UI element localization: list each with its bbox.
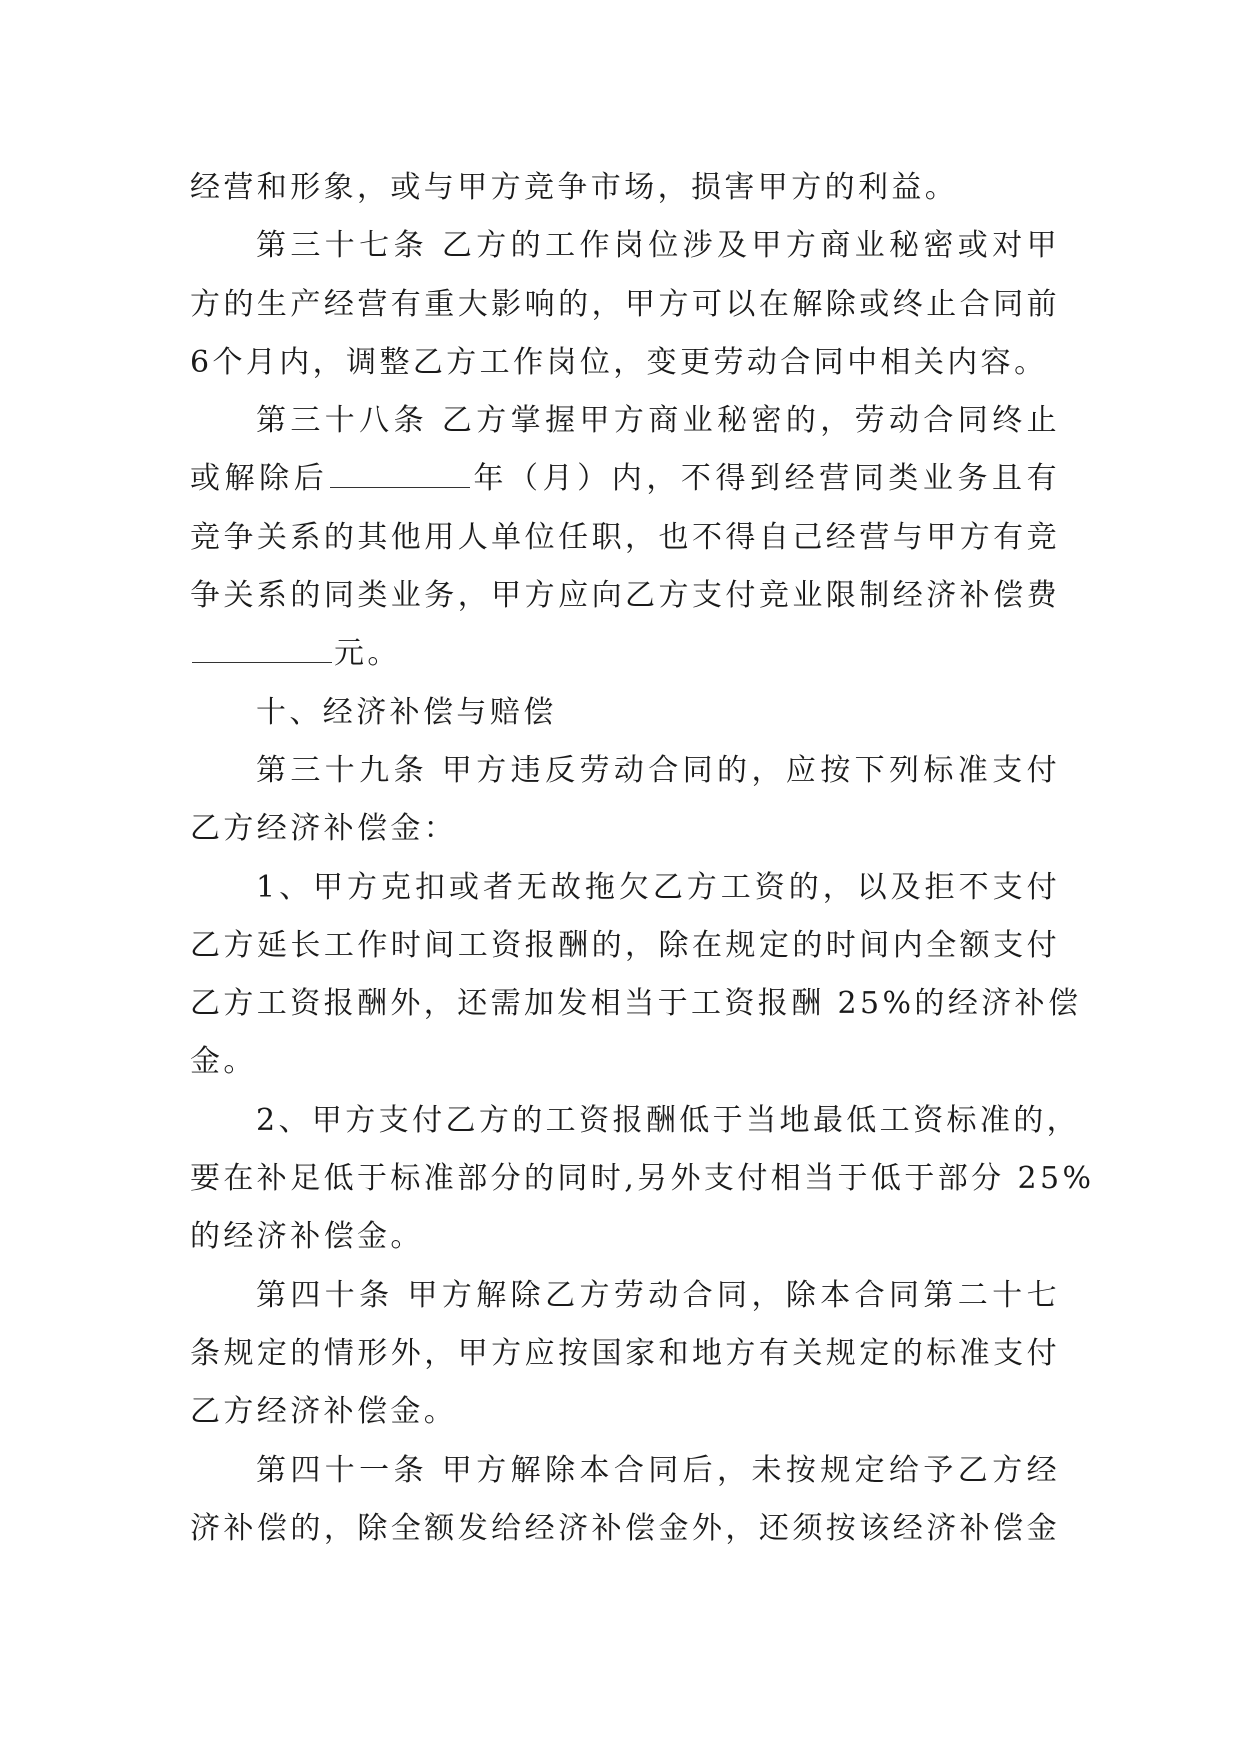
fill-in-blank[interactable]: [192, 632, 332, 663]
document-line: 2、甲方支付乙方的工资报酬低于当地最低工资标准的，: [256, 1102, 1081, 1138]
line-text-after-blank: 年（月）内，不得到经营同类业务且有: [472, 461, 1060, 497]
document-line: 第三十九条 甲方违反劳动合同的，应按下列标准支付: [256, 752, 1060, 788]
line-text-after-blank: 元。: [334, 636, 401, 672]
document-line: 乙方延长工作时间工资报酬的，除在规定的时间内全额支付: [190, 927, 1060, 963]
document-line: 竞争关系的其他用人单位任职，也不得自己经营与甲方有竞: [190, 519, 1060, 555]
document-line: 十、经济补偿与赔偿: [256, 694, 557, 730]
document-line: 第三十八条 乙方掌握甲方商业秘密的，劳动合同终止: [256, 403, 1060, 439]
document-line: 经营和形象，或与甲方竞争市场，损害甲方的利益。: [190, 170, 959, 205]
document-line: 第四十条 甲方解除乙方劳动合同，除本合同第二十七: [256, 1277, 1060, 1313]
document-line: 乙方工资报酬外，还需加发相当于工资报酬 25%的经济补偿: [190, 986, 1082, 1022]
document-line: 方的生产经营有重大影响的，甲方可以在解除或终止合同前: [190, 286, 1060, 322]
document-line: 第四十一条 甲方解除本合同后，未按规定给予乙方经: [256, 1452, 1060, 1488]
document-body: [190, 159, 1095, 1558]
document-line: 争关系的同类业务，甲方应向乙方支付竞业限制经济补偿费: [190, 578, 1060, 614]
document-line: 1、甲方克扣或者无故拖欠乙方工资的，以及拒不支付: [256, 869, 1060, 905]
document-line: 金。: [190, 1044, 257, 1080]
document-line: 6个月内，调整乙方工作岗位，变更劳动合同中相关内容。: [190, 344, 1048, 380]
document-line: 乙方经济补偿金。: [190, 1394, 458, 1430]
document-line: 要在补足低于标准部分的同时,另外支付相当于低于部分 25%: [190, 1161, 1095, 1197]
document-line: 的经济补偿金。: [190, 1219, 424, 1255]
document-line: [190, 625, 1060, 683]
document-line: [190, 450, 1060, 508]
document-line: 第三十七条 乙方的工作岗位涉及甲方商业秘密或对甲: [256, 228, 1060, 264]
fill-in-blank[interactable]: [330, 457, 470, 488]
document-line: 条规定的情形外，甲方应按国家和地方有关规定的标准支付: [190, 1335, 1060, 1371]
line-text-before-blank: 或解除后: [190, 461, 329, 497]
document-line: 乙方经济补偿金：: [190, 811, 458, 847]
document-line: 济补偿的，除全额发给经济补偿金外，还须按该经济补偿金: [190, 1510, 1060, 1546]
